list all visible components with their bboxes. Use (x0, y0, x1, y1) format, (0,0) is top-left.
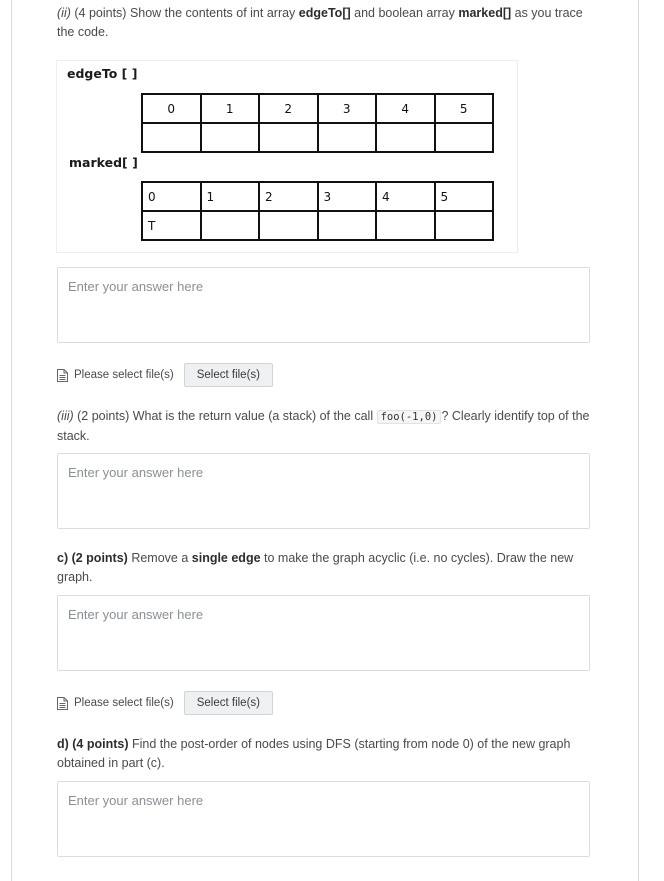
answer-placeholder: Enter your answer here (68, 465, 204, 480)
answer-placeholder: Enter your answer here (68, 793, 204, 808)
question-ii-number: (ii) (57, 6, 71, 20)
edgeto-index: 4 (376, 94, 435, 123)
marked-cell (259, 211, 318, 240)
marked-index: 5 (435, 182, 494, 211)
code-snippet: foo(-1,0) (377, 410, 442, 424)
edgeto-cell (259, 123, 318, 152)
file-upload-label: Please select file(s) (74, 369, 174, 381)
file-upload-c (57, 691, 273, 715)
marked-table (141, 181, 494, 241)
marked-cell (201, 211, 260, 240)
marked-index: 3 (318, 182, 377, 211)
edgeto-index: 5 (435, 94, 494, 123)
edgeto-index: 2 (259, 94, 318, 123)
question-ii-text: (ii) (4 points) Show the contents of int array edgeTo[] and boolean array marked[] as you trace the code. (57, 6, 583, 39)
document-icon (57, 697, 68, 710)
answer-input-ii[interactable] (57, 267, 590, 343)
marked-index: 4 (376, 182, 435, 211)
select-files-button[interactable]: Select file(s) (184, 691, 273, 715)
array-figure (57, 61, 517, 252)
marked-cell (318, 211, 377, 240)
select-files-button[interactable]: Select file(s) (184, 363, 273, 387)
document-icon (57, 369, 68, 382)
answer-placeholder: Enter your answer here (68, 279, 204, 294)
marked-value-row (142, 211, 493, 240)
edgeto-index: 1 (201, 94, 260, 123)
marked-cell (376, 211, 435, 240)
answer-placeholder: Enter your answer here (68, 607, 204, 622)
marked-cell: T (142, 211, 201, 240)
question-c-text: c) (2 points) Remove a single edge to make the graph acyclic (i.e. no cycles). Draw the new graph. (57, 551, 574, 584)
edgeto-cell (201, 123, 260, 152)
marked-label: marked[ ] (69, 155, 138, 170)
file-upload-label: Please select file(s) (74, 697, 174, 709)
edgeto-label: edgeTo [ ] (67, 66, 138, 81)
edgeto-cell (318, 123, 377, 152)
question-d-number: d) (4 points) (57, 737, 129, 751)
edgeto-cell (435, 123, 494, 152)
marked-index: 1 (201, 182, 260, 211)
edgeto-index: 0 (142, 94, 201, 123)
marked-cell (435, 211, 494, 240)
edgeto-header-row (142, 94, 493, 123)
question-d-text: d) (4 points) Find the post-order of nodes using DFS (starting from node 0) of the new graph obtained in part (c). (57, 737, 571, 770)
marked-header-row (142, 182, 493, 211)
question-iii-text: (iii) (2 points) What is the return value (a stack) of the call foo(-1,0) ? Clearly identify top of the stack. (57, 409, 590, 443)
answer-input-c[interactable] (57, 595, 590, 671)
edgeto-cell (376, 123, 435, 152)
marked-index: 2 (259, 182, 318, 211)
edgeto-value-row (142, 123, 493, 152)
answer-input-iii[interactable] (57, 453, 590, 529)
edgeto-table (141, 93, 494, 153)
marked-index: 0 (142, 182, 201, 211)
question-c-number: c) (2 points) (57, 551, 128, 565)
edgeto-cell (142, 123, 201, 152)
edgeto-index: 3 (318, 94, 377, 123)
answer-input-d[interactable] (57, 781, 590, 857)
file-upload-ii (57, 363, 273, 387)
question-iii-number: (iii) (57, 409, 74, 423)
